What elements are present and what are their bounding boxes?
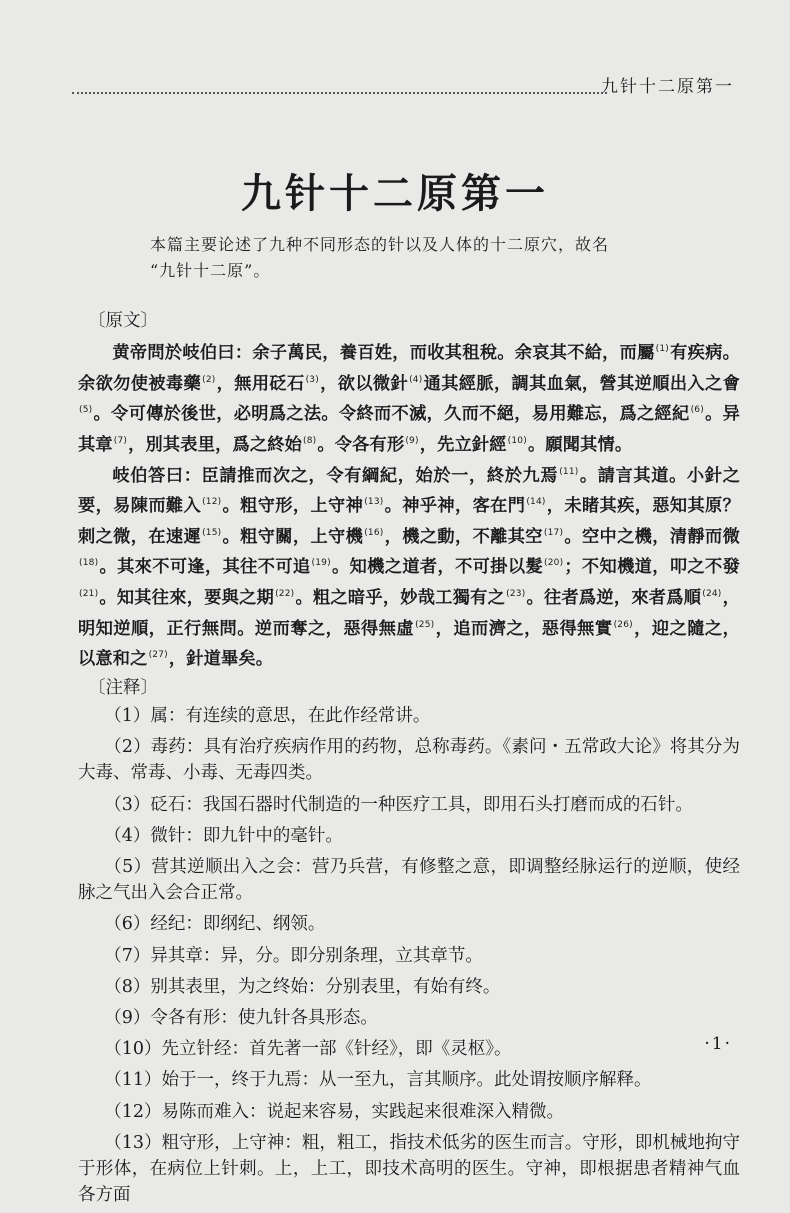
- original-text-run: ，機之動，不離其空: [384, 526, 543, 547]
- original-text-run: 。神乎神，客在門: [384, 496, 526, 517]
- note-marker: (22): [275, 588, 295, 599]
- note-marker: (6): [690, 405, 704, 416]
- note-marker: (5): [79, 405, 93, 416]
- note-marker: (25): [415, 619, 435, 630]
- original-text-run: ，無用砭石: [216, 373, 305, 394]
- original-text-run: 。知其往來，要與之期: [99, 587, 275, 608]
- original-text: [78, 336, 740, 673]
- original-text-run: 。願聞其情。: [527, 434, 633, 455]
- original-text-run: 。往者爲逆，來者爲順: [526, 587, 702, 608]
- annotation-item: （2）毒药：具有治疗疾病作用的药物，总称毒药。《素问・五常政大论》将其分为大毒、常毒、小毒、无毒四类。: [78, 737, 740, 784]
- original-text-run: 。令可傳於後世，必明爲之法。令終而不滅，久而不絕，易用難忘，爲之經紀: [93, 404, 690, 425]
- header-dotted-rule: [72, 92, 607, 94]
- note-marker: (26): [613, 619, 633, 630]
- original-text-run: 岐伯答曰：臣請推而次之，令有綱紀，始於一，終於九焉: [112, 465, 559, 486]
- note-marker: (11): [559, 466, 579, 477]
- original-text-run: ，針道畢矣。: [168, 649, 274, 670]
- original-text-run: ，欲以微針: [319, 373, 409, 394]
- note-marker: (18): [79, 558, 99, 569]
- annotation-item: （8）别其表里，为之终始：分别表里，有始有终。: [104, 976, 501, 997]
- original-text-run: ，未睹其疾，惡知其原？刺之微，在速遲: [78, 496, 740, 547]
- original-text-run: ，別其表里，爲之終始: [128, 434, 303, 455]
- original-text-run: ，明知逆順，正行無問。逆而奪之，惡得無虛: [78, 587, 740, 639]
- original-text-run: 。空中之機，清靜而微: [564, 526, 740, 547]
- original-text-run: 有疾病。余欲勿使被毒藥: [78, 343, 741, 394]
- annotation-item: （7）异其章：异，分。即分别条理，立其章节。: [104, 945, 483, 966]
- note-marker: (7): [113, 435, 128, 446]
- note-marker: (8): [303, 435, 317, 446]
- original-text-label: 〔原文〕: [88, 311, 158, 331]
- original-text-run: 。粗守關，上守機: [222, 526, 364, 547]
- note-marker: (19): [311, 558, 331, 569]
- annotation-item: （11）始于一，终于九焉：从一至九，言其顺序。此处谓按顺序解释。: [104, 1070, 652, 1091]
- original-text-run: 。請言其道。小針之要，易陳而難入: [78, 465, 740, 517]
- annotation-item: （3）砭石：我国石器时代制造的一种医疗工具，即用石头打磨而成的石针。: [104, 794, 693, 815]
- chapter-title: 九针十二原第一: [241, 170, 549, 217]
- annotations-list: [78, 703, 740, 1208]
- note-marker: (2): [202, 374, 216, 385]
- annotation-item: （13）粗守形，上守神：粗，粗工，指技术低劣的医生而言。守形，即机械地拘守于形体，在病位上针刺。上，上工，即技术高明的医生。守神，即根据患者精神气血各方面: [78, 1132, 740, 1206]
- original-text-run: ，先立針經: [419, 434, 507, 455]
- original-text-run: 。粗守形，上守神: [222, 496, 364, 517]
- note-marker: (21): [79, 588, 99, 599]
- original-text-run: 。令各有形: [317, 434, 405, 455]
- note-marker: (13): [364, 497, 384, 508]
- page-number: ·1·: [704, 1034, 732, 1054]
- note-marker: (14): [526, 497, 546, 508]
- annotation-item: （1）属：有连续的意思，在此作经常讲。: [104, 705, 431, 726]
- original-text-run: 。异其章: [78, 404, 740, 455]
- note-marker: (3): [305, 374, 319, 385]
- note-marker: (15): [202, 527, 222, 538]
- note-marker: (1): [655, 344, 670, 355]
- annotation-item: （10）先立针经：首先著一部《针经》，即《灵枢》。: [104, 1039, 512, 1060]
- original-text-run: 黄帝問於岐伯曰：余子萬民，養百姓，而收其租稅。余哀其不給，而屬: [112, 343, 655, 364]
- note-marker: (9): [405, 435, 419, 446]
- original-text-run: ，追而濟之，惡得無實: [435, 618, 613, 639]
- original-text-run: 。知機之道者，不可掛以髮: [331, 557, 544, 578]
- note-marker: (17): [543, 527, 564, 538]
- annotation-item: （4）微针：即九针中的毫针。: [104, 825, 343, 846]
- annotation-item: （9）令各有形：使九针各具形态。: [104, 1007, 378, 1028]
- intro-line-2: “九针十二原”。: [150, 261, 271, 280]
- note-marker: (27): [148, 650, 168, 661]
- original-text-run: ；不知機道，叩之不發: [564, 557, 740, 578]
- original-text-run: ，迎之隨之，以意和之: [78, 618, 740, 670]
- original-text-run: 。其來不可逢，其往不可追: [99, 557, 311, 578]
- original-paragraph: [78, 336, 740, 458]
- original-text-run: 通其經脈，調其血氣，營其逆順出入之會: [423, 373, 740, 394]
- annotation-item: （5）营其逆顺出入之会：营乃兵营，有修整之意，即调整经脉运行的逆顺，使经脉之气出入会合正常。: [78, 856, 740, 904]
- main-text: [78, 308, 740, 1213]
- note-marker: (20): [544, 558, 564, 569]
- note-marker: (24): [702, 588, 722, 599]
- original-text-run: 。粗之暗乎，妙哉工獨有之: [295, 587, 506, 608]
- note-marker: (4): [409, 374, 423, 385]
- note-marker: (23): [506, 588, 526, 599]
- running-head: 九针十二原第一: [601, 77, 734, 97]
- chapter-intro: [150, 232, 670, 284]
- intro-line-1: 本篇主要论述了九种不同形态的针以及人体的十二原穴，故名: [150, 235, 610, 254]
- annotations-label: 〔注释〕: [88, 677, 158, 698]
- annotation-item: （6）经纪：即纲纪、纲领。: [104, 914, 326, 935]
- note-marker: (12): [202, 497, 222, 508]
- original-paragraph: [78, 459, 740, 673]
- note-marker: (10): [507, 435, 527, 446]
- note-marker: (16): [364, 527, 384, 538]
- annotation-item: （12）易陈而难入：说起来容易，实践起来很难深入精微。: [104, 1101, 565, 1122]
